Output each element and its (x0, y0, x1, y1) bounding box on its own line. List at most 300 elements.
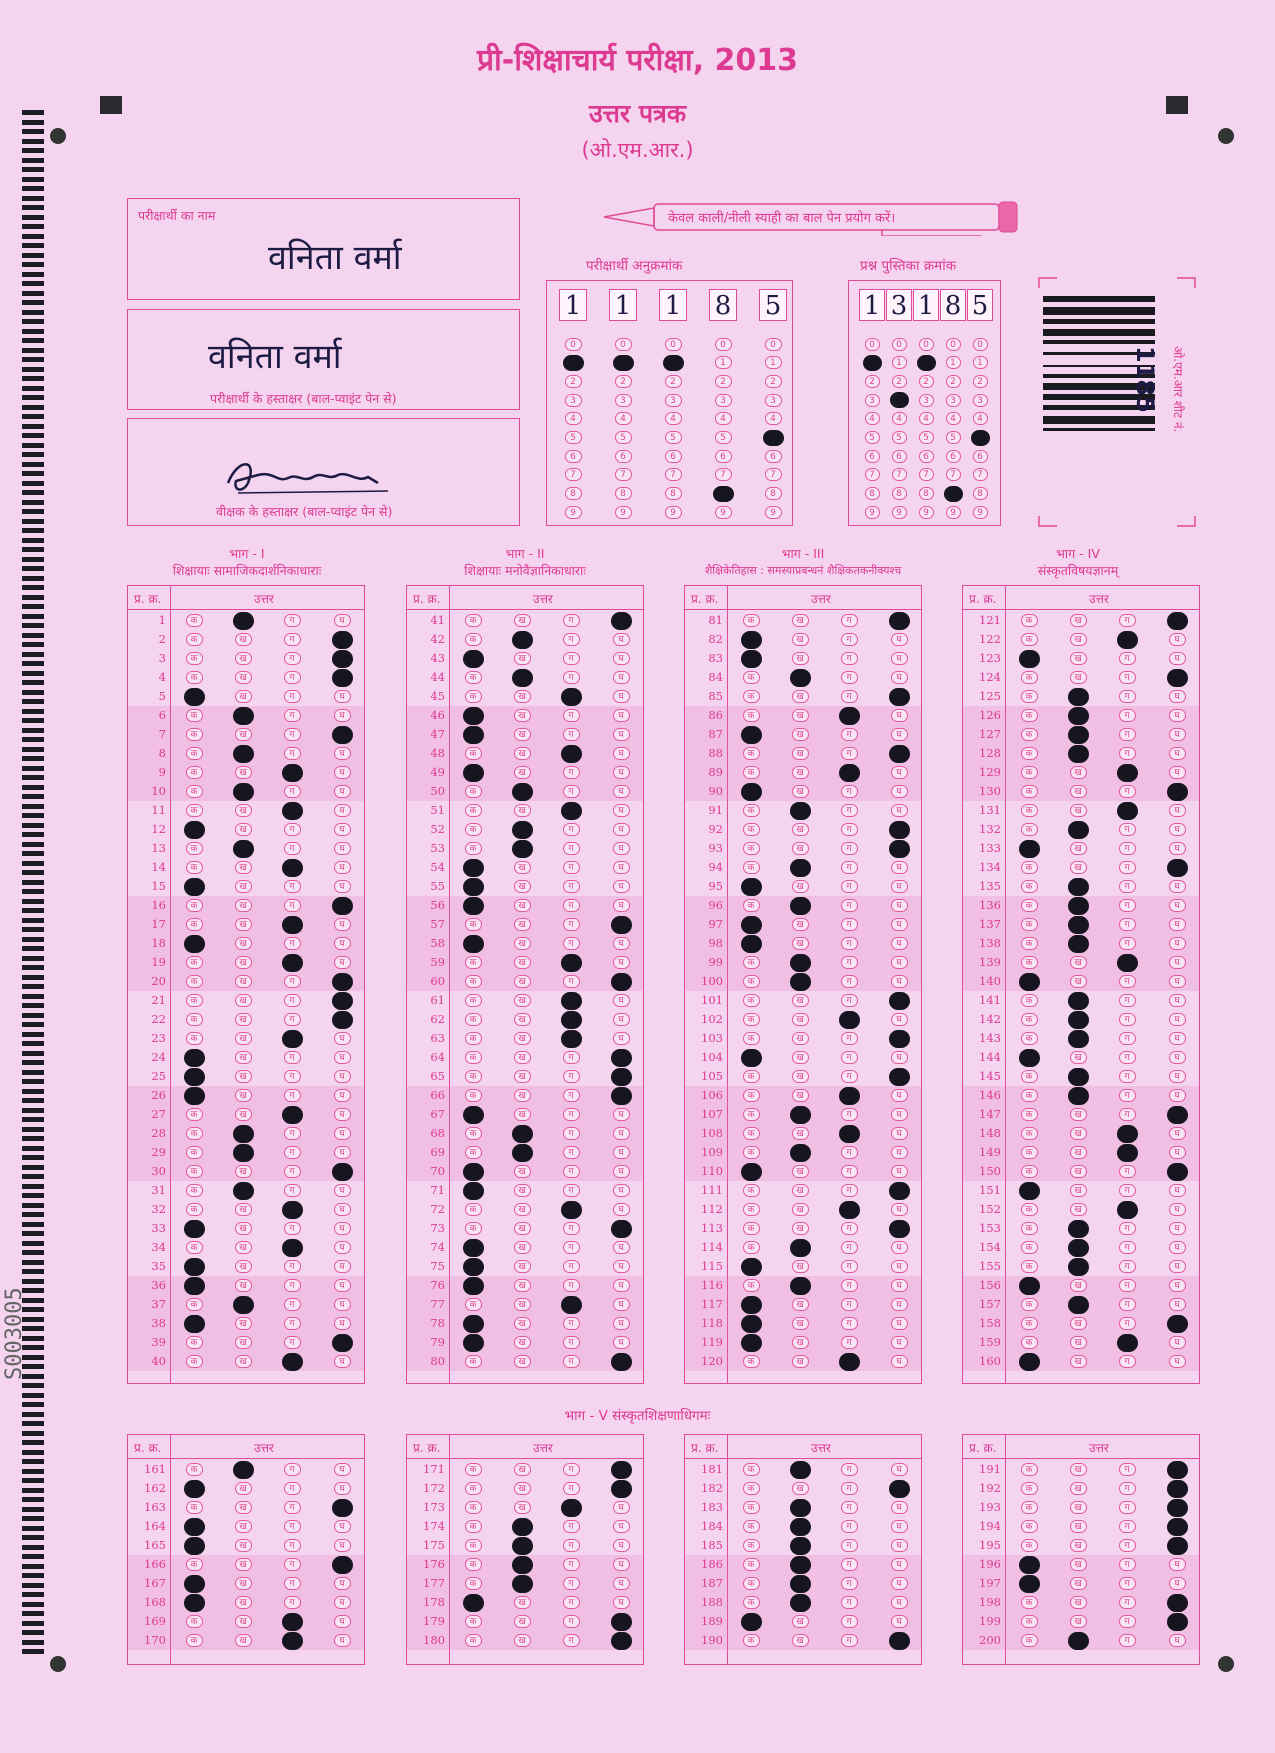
answer-bubble[interactable]: ग (1119, 709, 1136, 722)
answer-bubble[interactable]: ग (1119, 747, 1136, 760)
answer-bubble[interactable]: ग (284, 614, 301, 627)
answer-bubble[interactable]: घ (334, 1463, 351, 1476)
roll-bubble[interactable]: 6 (765, 450, 782, 463)
answer-bubble[interactable] (1117, 802, 1138, 820)
answer-bubble[interactable]: क (743, 709, 760, 722)
answer-bubble[interactable]: घ (891, 785, 908, 798)
answer-bubble[interactable]: ग (841, 1241, 858, 1254)
answer-bubble[interactable]: घ (1169, 1146, 1186, 1159)
answer-bubble[interactable] (184, 1537, 205, 1555)
answer-bubble[interactable]: ग (841, 747, 858, 760)
answer-bubble[interactable]: क (465, 1051, 482, 1064)
answer-bubble[interactable]: ग (1119, 899, 1136, 912)
answer-bubble[interactable]: घ (334, 1596, 351, 1609)
answer-bubble[interactable]: ख (1070, 861, 1087, 874)
answer-bubble[interactable]: ग (563, 842, 580, 855)
answer-bubble[interactable]: ख (235, 1482, 252, 1495)
answer-bubble[interactable]: ग (841, 1501, 858, 1514)
answer-bubble[interactable]: ग (284, 1222, 301, 1235)
answer-bubble[interactable] (463, 897, 484, 915)
answer-bubble[interactable] (561, 1296, 582, 1314)
booklet-bubble[interactable] (944, 486, 963, 502)
answer-bubble[interactable]: घ (613, 1501, 630, 1514)
answer-bubble[interactable]: क (465, 1615, 482, 1628)
answer-bubble[interactable]: ग (284, 1013, 301, 1026)
booklet-bubble[interactable]: 4 (865, 412, 880, 425)
answer-bubble[interactable]: ग (1119, 690, 1136, 703)
answer-bubble[interactable]: ग (1119, 937, 1136, 950)
answer-bubble[interactable] (1167, 1613, 1188, 1631)
answer-bubble[interactable]: क (743, 1146, 760, 1159)
answer-bubble[interactable]: ग (1119, 785, 1136, 798)
answer-bubble[interactable]: क (1021, 1596, 1038, 1609)
booklet-bubble[interactable]: 7 (865, 468, 880, 481)
answer-bubble[interactable] (282, 1201, 303, 1219)
answer-bubble[interactable]: क (186, 1184, 203, 1197)
answer-bubble[interactable]: घ (334, 956, 351, 969)
answer-bubble[interactable]: घ (1169, 1241, 1186, 1254)
answer-bubble[interactable]: ख (792, 1203, 809, 1216)
answer-bubble[interactable]: घ (1169, 880, 1186, 893)
answer-bubble[interactable]: ग (1119, 671, 1136, 684)
answer-bubble[interactable] (332, 631, 353, 649)
answer-bubble[interactable] (790, 1239, 811, 1257)
answer-bubble[interactable]: घ (334, 1127, 351, 1140)
answer-bubble[interactable] (561, 992, 582, 1010)
answer-bubble[interactable]: क (1021, 937, 1038, 950)
answer-bubble[interactable] (463, 1277, 484, 1295)
answer-bubble[interactable]: ग (841, 823, 858, 836)
answer-bubble[interactable] (741, 1315, 762, 1333)
answer-bubble[interactable]: ग (563, 1089, 580, 1102)
answer-bubble[interactable] (1167, 669, 1188, 687)
answer-bubble[interactable] (512, 1556, 533, 1574)
answer-bubble[interactable]: ग (1119, 1070, 1136, 1083)
answer-bubble[interactable] (1167, 1594, 1188, 1612)
answer-bubble[interactable]: ग (1119, 1241, 1136, 1254)
answer-bubble[interactable]: क (1021, 1032, 1038, 1045)
booklet-bubble[interactable] (917, 355, 936, 371)
answer-bubble[interactable]: ग (841, 1634, 858, 1647)
answer-bubble[interactable]: क (1021, 728, 1038, 741)
answer-bubble[interactable]: ग (1119, 1051, 1136, 1064)
booklet-bubble[interactable]: 4 (946, 412, 961, 425)
answer-bubble[interactable] (889, 688, 910, 706)
answer-bubble[interactable] (463, 1106, 484, 1124)
answer-bubble[interactable]: घ (613, 652, 630, 665)
answer-bubble[interactable] (512, 1518, 533, 1536)
answer-bubble[interactable]: ख (235, 956, 252, 969)
answer-bubble[interactable]: क (465, 1482, 482, 1495)
answer-bubble[interactable]: घ (334, 1108, 351, 1121)
booklet-bubble[interactable]: 9 (865, 506, 880, 519)
answer-bubble[interactable]: ग (563, 1260, 580, 1273)
answer-bubble[interactable]: घ (613, 766, 630, 779)
answer-bubble[interactable]: क (1021, 861, 1038, 874)
answer-bubble[interactable]: घ (613, 1184, 630, 1197)
answer-bubble[interactable]: ग (1119, 1634, 1136, 1647)
answer-bubble[interactable] (611, 973, 632, 991)
answer-bubble[interactable]: घ (334, 1051, 351, 1064)
answer-bubble[interactable]: ख (514, 804, 531, 817)
answer-bubble[interactable]: ग (841, 1260, 858, 1273)
answer-bubble[interactable]: क (1021, 1146, 1038, 1159)
answer-bubble[interactable]: घ (334, 614, 351, 627)
answer-bubble[interactable] (332, 897, 353, 915)
answer-bubble[interactable]: ग (284, 1184, 301, 1197)
answer-bubble[interactable]: ग (1119, 975, 1136, 988)
answer-bubble[interactable]: ख (792, 1127, 809, 1140)
roll-bubble[interactable]: 8 (615, 487, 632, 500)
answer-bubble[interactable]: क (1021, 709, 1038, 722)
answer-bubble[interactable] (184, 1594, 205, 1612)
answer-bubble[interactable] (463, 650, 484, 668)
answer-bubble[interactable]: ख (514, 1634, 531, 1647)
answer-bubble[interactable]: घ (891, 709, 908, 722)
answer-bubble[interactable]: घ (891, 1615, 908, 1628)
answer-bubble[interactable]: ख (235, 1260, 252, 1273)
answer-bubble[interactable]: घ (613, 823, 630, 836)
answer-bubble[interactable]: घ (1169, 1013, 1186, 1026)
booklet-bubble[interactable]: 2 (865, 375, 880, 388)
answer-bubble[interactable] (1167, 859, 1188, 877)
answer-bubble[interactable]: ख (792, 766, 809, 779)
answer-bubble[interactable]: क (465, 1032, 482, 1045)
answer-bubble[interactable]: ग (841, 1615, 858, 1628)
answer-bubble[interactable]: घ (1169, 747, 1186, 760)
answer-bubble[interactable] (1068, 1068, 1089, 1086)
booklet-bubble[interactable]: 9 (946, 506, 961, 519)
roll-bubble[interactable]: 2 (565, 375, 582, 388)
answer-bubble[interactable] (611, 612, 632, 630)
answer-bubble[interactable] (184, 1277, 205, 1295)
answer-bubble[interactable] (184, 1575, 205, 1593)
answer-bubble[interactable]: ग (284, 880, 301, 893)
booklet-bubble[interactable]: 1 (946, 356, 961, 369)
answer-bubble[interactable] (512, 631, 533, 649)
answer-bubble[interactable] (611, 1632, 632, 1650)
answer-bubble[interactable]: घ (891, 1298, 908, 1311)
booklet-bubble[interactable]: 3 (865, 394, 880, 407)
answer-bubble[interactable]: ख (1070, 1051, 1087, 1064)
answer-bubble[interactable] (561, 1201, 582, 1219)
answer-bubble[interactable]: ख (514, 709, 531, 722)
answer-bubble[interactable]: क (186, 1355, 203, 1368)
answer-bubble[interactable] (1167, 1499, 1188, 1517)
answer-bubble[interactable]: क (465, 1501, 482, 1514)
answer-bubble[interactable]: ख (1070, 1577, 1087, 1590)
answer-bubble[interactable]: क (1021, 1089, 1038, 1102)
answer-bubble[interactable] (1019, 973, 1040, 991)
answer-bubble[interactable]: ख (514, 1317, 531, 1330)
answer-bubble[interactable]: ख (1070, 1336, 1087, 1349)
booklet-bubble[interactable] (971, 430, 990, 446)
answer-bubble[interactable]: ख (792, 614, 809, 627)
answer-bubble[interactable]: ग (563, 1539, 580, 1552)
answer-bubble[interactable]: ग (563, 709, 580, 722)
answer-bubble[interactable]: क (1021, 918, 1038, 931)
answer-bubble[interactable] (512, 1537, 533, 1555)
answer-bubble[interactable]: ख (1070, 671, 1087, 684)
answer-bubble[interactable]: घ (891, 652, 908, 665)
answer-bubble[interactable]: ख (514, 1260, 531, 1273)
answer-bubble[interactable]: क (743, 861, 760, 874)
answer-bubble[interactable]: ग (284, 1501, 301, 1514)
answer-bubble[interactable]: घ (1169, 899, 1186, 912)
answer-bubble[interactable]: ग (563, 766, 580, 779)
answer-bubble[interactable] (282, 1632, 303, 1650)
roll-bubble[interactable]: 8 (765, 487, 782, 500)
answer-bubble[interactable]: घ (334, 1539, 351, 1552)
answer-bubble[interactable]: क (1021, 1501, 1038, 1514)
answer-bubble[interactable]: ख (235, 1165, 252, 1178)
answer-bubble[interactable]: ख (235, 1355, 252, 1368)
answer-bubble[interactable]: क (743, 1279, 760, 1292)
answer-bubble[interactable]: क (465, 690, 482, 703)
answer-bubble[interactable]: ख (235, 1634, 252, 1647)
answer-bubble[interactable]: ख (235, 690, 252, 703)
answer-bubble[interactable]: ख (1070, 956, 1087, 969)
answer-bubble[interactable]: क (465, 633, 482, 646)
answer-bubble[interactable]: क (1021, 880, 1038, 893)
answer-bubble[interactable] (561, 802, 582, 820)
answer-bubble[interactable]: घ (891, 1146, 908, 1159)
answer-bubble[interactable]: ख (235, 1558, 252, 1571)
answer-bubble[interactable]: ख (1070, 1463, 1087, 1476)
answer-bubble[interactable]: ग (284, 1070, 301, 1083)
booklet-bubble[interactable]: 5 (892, 431, 907, 444)
answer-bubble[interactable]: ग (841, 1108, 858, 1121)
answer-bubble[interactable]: ख (514, 918, 531, 931)
answer-bubble[interactable]: ग (284, 728, 301, 741)
answer-bubble[interactable]: ख (514, 1222, 531, 1235)
answer-bubble[interactable] (332, 650, 353, 668)
answer-bubble[interactable]: ख (792, 1089, 809, 1102)
answer-bubble[interactable]: ख (235, 1539, 252, 1552)
answer-bubble[interactable]: ग (841, 1298, 858, 1311)
answer-bubble[interactable]: ख (235, 1222, 252, 1235)
roll-bubble[interactable]: 2 (765, 375, 782, 388)
answer-bubble[interactable]: ख (792, 1298, 809, 1311)
answer-bubble[interactable] (611, 1353, 632, 1371)
answer-bubble[interactable]: क (743, 1634, 760, 1647)
answer-bubble[interactable]: घ (334, 1577, 351, 1590)
answer-bubble[interactable]: ख (235, 1013, 252, 1026)
answer-bubble[interactable]: क (186, 633, 203, 646)
answer-bubble[interactable]: ख (792, 785, 809, 798)
answer-bubble[interactable]: ग (563, 652, 580, 665)
answer-bubble[interactable] (184, 1480, 205, 1498)
answer-bubble[interactable]: क (743, 975, 760, 988)
answer-bubble[interactable] (463, 1182, 484, 1200)
answer-bubble[interactable]: ख (1070, 975, 1087, 988)
answer-bubble[interactable]: ख (514, 1355, 531, 1368)
booklet-bubble[interactable]: 6 (919, 450, 934, 463)
answer-bubble[interactable]: घ (613, 1596, 630, 1609)
answer-bubble[interactable]: क (1021, 614, 1038, 627)
answer-bubble[interactable]: घ (613, 1558, 630, 1571)
answer-bubble[interactable]: क (186, 918, 203, 931)
answer-bubble[interactable]: ग (1119, 880, 1136, 893)
answer-bubble[interactable]: क (186, 766, 203, 779)
answer-bubble[interactable]: ख (792, 994, 809, 1007)
answer-bubble[interactable]: क (1021, 671, 1038, 684)
answer-bubble[interactable]: ग (841, 728, 858, 741)
answer-bubble[interactable]: ख (514, 899, 531, 912)
answer-bubble[interactable]: क (1021, 899, 1038, 912)
answer-bubble[interactable] (1068, 688, 1089, 706)
answer-bubble[interactable]: ग (563, 823, 580, 836)
answer-bubble[interactable]: घ (1169, 823, 1186, 836)
answer-bubble[interactable] (512, 840, 533, 858)
booklet-bubble[interactable]: 3 (946, 394, 961, 407)
answer-bubble[interactable]: ख (792, 880, 809, 893)
answer-bubble[interactable] (741, 916, 762, 934)
answer-bubble[interactable]: ग (563, 899, 580, 912)
answer-bubble[interactable] (463, 1594, 484, 1612)
answer-bubble[interactable] (512, 1575, 533, 1593)
answer-bubble[interactable]: ग (841, 861, 858, 874)
booklet-bubble[interactable]: 7 (919, 468, 934, 481)
answer-bubble[interactable] (282, 1030, 303, 1048)
booklet-bubble[interactable]: 8 (973, 487, 988, 500)
answer-bubble[interactable]: ख (1070, 1615, 1087, 1628)
answer-bubble[interactable]: क (465, 1013, 482, 1026)
answer-bubble[interactable]: घ (891, 1520, 908, 1533)
answer-bubble[interactable]: क (186, 1298, 203, 1311)
answer-bubble[interactable] (282, 1353, 303, 1371)
answer-bubble[interactable]: क (1021, 1615, 1038, 1628)
answer-bubble[interactable]: क (1021, 1520, 1038, 1533)
answer-bubble[interactable]: ग (1119, 1222, 1136, 1235)
answer-bubble[interactable]: ख (514, 1051, 531, 1064)
answer-bubble[interactable]: क (186, 1146, 203, 1159)
answer-bubble[interactable]: ग (1119, 1520, 1136, 1533)
answer-bubble[interactable]: ग (841, 918, 858, 931)
answer-bubble[interactable]: ख (792, 1032, 809, 1045)
answer-bubble[interactable]: ग (841, 690, 858, 703)
answer-bubble[interactable]: घ (891, 1260, 908, 1273)
answer-bubble[interactable] (889, 745, 910, 763)
answer-bubble[interactable] (463, 1334, 484, 1352)
answer-bubble[interactable]: ख (514, 937, 531, 950)
roll-bubble[interactable]: 6 (665, 450, 682, 463)
answer-bubble[interactable]: घ (613, 690, 630, 703)
answer-bubble[interactable]: घ (1169, 1298, 1186, 1311)
answer-bubble[interactable] (1068, 878, 1089, 896)
answer-bubble[interactable]: क (465, 823, 482, 836)
answer-bubble[interactable]: ग (284, 1165, 301, 1178)
answer-bubble[interactable]: ग (563, 1165, 580, 1178)
answer-bubble[interactable]: घ (891, 1127, 908, 1140)
answer-bubble[interactable] (611, 1068, 632, 1086)
answer-bubble[interactable]: ख (792, 1317, 809, 1330)
answer-bubble[interactable]: ग (284, 1146, 301, 1159)
answer-bubble[interactable]: घ (1169, 956, 1186, 969)
answer-bubble[interactable]: ख (514, 1298, 531, 1311)
answer-bubble[interactable]: क (1021, 804, 1038, 817)
answer-bubble[interactable]: ग (1119, 1165, 1136, 1178)
answer-bubble[interactable]: ग (1119, 918, 1136, 931)
answer-bubble[interactable]: ग (563, 1463, 580, 1476)
answer-bubble[interactable] (1068, 821, 1089, 839)
answer-bubble[interactable]: क (186, 785, 203, 798)
answer-bubble[interactable]: क (1021, 1241, 1038, 1254)
answer-bubble[interactable]: ख (235, 975, 252, 988)
answer-bubble[interactable]: घ (334, 1203, 351, 1216)
roll-bubble[interactable]: 9 (715, 506, 732, 519)
answer-bubble[interactable] (889, 1182, 910, 1200)
answer-bubble[interactable]: ग (284, 1596, 301, 1609)
answer-bubble[interactable]: घ (891, 861, 908, 874)
answer-bubble[interactable]: घ (891, 1336, 908, 1349)
answer-bubble[interactable]: घ (613, 1108, 630, 1121)
answer-bubble[interactable]: क (1021, 633, 1038, 646)
answer-bubble[interactable]: ख (514, 614, 531, 627)
answer-bubble[interactable]: घ (891, 956, 908, 969)
answer-bubble[interactable]: ग (563, 861, 580, 874)
answer-bubble[interactable]: घ (891, 918, 908, 931)
answer-bubble[interactable]: ग (1119, 1501, 1136, 1514)
roll-bubble[interactable]: 2 (715, 375, 732, 388)
answer-bubble[interactable]: क (186, 1241, 203, 1254)
answer-bubble[interactable]: क (1021, 823, 1038, 836)
answer-bubble[interactable]: ग (284, 1298, 301, 1311)
answer-bubble[interactable]: ख (1070, 1539, 1087, 1552)
answer-bubble[interactable] (790, 669, 811, 687)
answer-bubble[interactable]: ख (235, 652, 252, 665)
answer-bubble[interactable]: घ (334, 1089, 351, 1102)
answer-bubble[interactable]: घ (334, 747, 351, 760)
answer-bubble[interactable]: घ (334, 1222, 351, 1235)
answer-bubble[interactable]: घ (613, 1577, 630, 1590)
answer-bubble[interactable]: घ (891, 1501, 908, 1514)
answer-bubble[interactable]: घ (334, 1241, 351, 1254)
answer-bubble[interactable] (790, 1461, 811, 1479)
answer-bubble[interactable] (1167, 1480, 1188, 1498)
answer-bubble[interactable] (1019, 1182, 1040, 1200)
answer-bubble[interactable]: घ (613, 1203, 630, 1216)
answer-bubble[interactable]: क (465, 1520, 482, 1533)
answer-bubble[interactable]: ग (284, 785, 301, 798)
answer-bubble[interactable] (1068, 726, 1089, 744)
answer-bubble[interactable] (233, 707, 254, 725)
answer-bubble[interactable] (1167, 783, 1188, 801)
answer-bubble[interactable]: ग (841, 1032, 858, 1045)
answer-bubble[interactable]: ग (563, 918, 580, 931)
answer-bubble[interactable]: ग (284, 1336, 301, 1349)
answer-bubble[interactable]: घ (334, 1615, 351, 1628)
answer-bubble[interactable]: क (186, 1615, 203, 1628)
answer-bubble[interactable]: ग (1119, 1355, 1136, 1368)
roll-bubble[interactable]: 0 (715, 338, 732, 351)
booklet-bubble[interactable]: 5 (919, 431, 934, 444)
answer-bubble[interactable]: घ (891, 1089, 908, 1102)
answer-bubble[interactable]: क (186, 975, 203, 988)
answer-bubble[interactable]: ग (284, 1539, 301, 1552)
answer-bubble[interactable] (790, 1144, 811, 1162)
answer-bubble[interactable]: घ (613, 1539, 630, 1552)
answer-bubble[interactable]: क (1021, 1108, 1038, 1121)
answer-bubble[interactable] (233, 1296, 254, 1314)
answer-bubble[interactable]: क (1021, 1317, 1038, 1330)
answer-bubble[interactable] (233, 1144, 254, 1162)
answer-bubble[interactable]: ग (1119, 614, 1136, 627)
answer-bubble[interactable] (463, 878, 484, 896)
answer-bubble[interactable]: क (743, 1222, 760, 1235)
booklet-bubble[interactable]: 1 (892, 356, 907, 369)
answer-bubble[interactable] (741, 631, 762, 649)
